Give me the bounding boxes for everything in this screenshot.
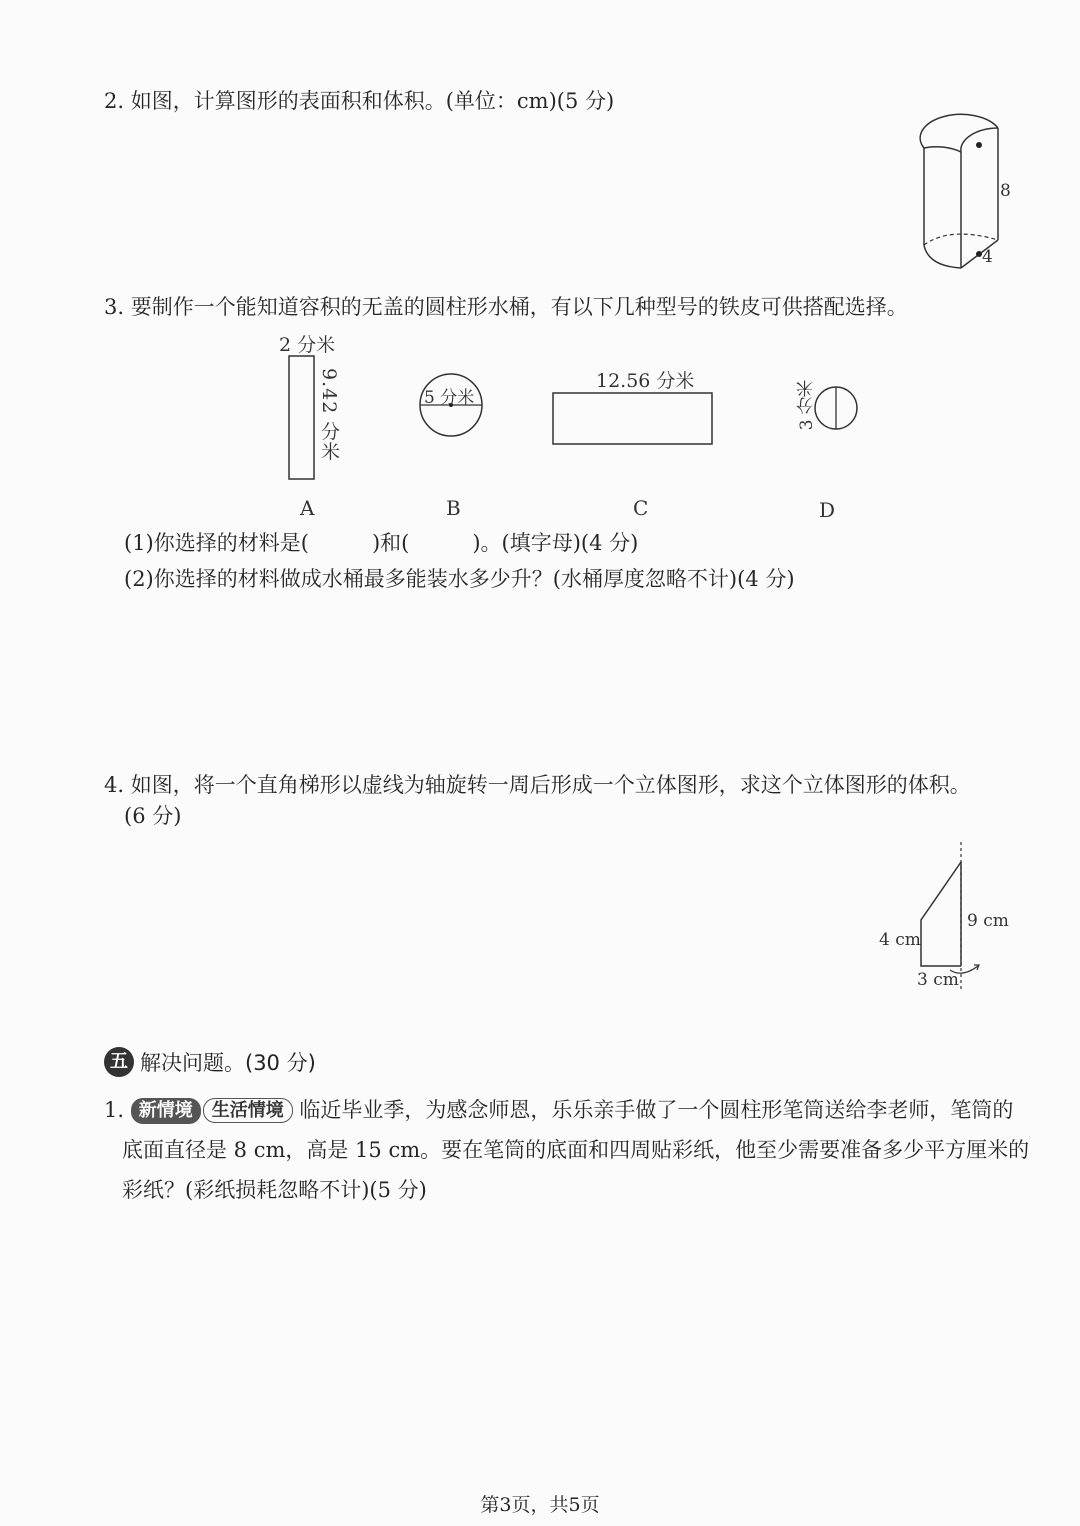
height-label: 8 bbox=[1000, 181, 1011, 201]
question-3-sub1: (1)你选择的材料是( )和( )。(填字母)(4 分) bbox=[124, 531, 639, 555]
material-a-width: 2 分米 bbox=[279, 334, 336, 356]
page-footer: 第3页，共5页 bbox=[480, 1494, 600, 1516]
material-c-length: 12.56 分米 bbox=[596, 370, 695, 392]
problem-1-number: 1. bbox=[104, 1098, 125, 1122]
problem-1-line2: 底面直径是 8 cm，高是 15 cm。要在笔筒的底面和四周贴彩纸，他至少需要准备多少平方厘米的 bbox=[122, 1138, 1030, 1162]
material-b-letter: B bbox=[446, 496, 461, 520]
question-3-sub2: (2)你选择的材料做成水桶最多能装水多少升？(水桶厚度忽略不计)(4 分) bbox=[124, 567, 795, 591]
base-label: 4 bbox=[982, 247, 993, 267]
life-context-badge: 生活情境 bbox=[203, 1098, 293, 1123]
material-a-height: 9.42 分米 bbox=[318, 368, 340, 462]
problem-1 bbox=[104, 1090, 1030, 1210]
trapezoid-right-label: 9 cm bbox=[967, 911, 1009, 931]
problem-1-line1: 临近毕业季，为感念师恩，乐乐亲手做了一个圆柱形笔筒送给李老师，笔筒的 bbox=[299, 1098, 1014, 1122]
material-d-diameter: 3 分米 bbox=[797, 380, 817, 431]
problem-1-line3: 彩纸？(彩纸损耗忽略不计)(5 分) bbox=[122, 1178, 427, 1202]
material-a-letter: A bbox=[300, 496, 315, 520]
trapezoid-bottom-label: 3 cm bbox=[917, 970, 959, 990]
material-d-letter: D bbox=[819, 498, 836, 522]
section-5-header bbox=[104, 1047, 316, 1077]
material-b-diameter: 5 分米 bbox=[424, 388, 475, 408]
question-2-text: 2. 如图，计算图形的表面积和体积。(单位：cm)(5 分) bbox=[104, 89, 615, 113]
material-c-letter: C bbox=[633, 496, 649, 520]
question-4-line2: (6 分) bbox=[124, 804, 182, 828]
section-title: 解决问题。(30 分) bbox=[140, 1051, 316, 1075]
question-3-text: 3. 要制作一个能知道容积的无盖的圆柱形水桶，有以下几种型号的铁皮可供搭配选择。 bbox=[104, 295, 908, 319]
section-number-badge: 五 bbox=[104, 1047, 134, 1077]
question-4-line1: 4. 如图，将一个直角梯形以虚线为轴旋转一周后形成一个立体图形，求这个立体图形的体积。 bbox=[104, 773, 971, 797]
new-context-badge: 新情境 bbox=[131, 1098, 201, 1124]
trapezoid-left-label: 4 cm bbox=[879, 930, 921, 950]
